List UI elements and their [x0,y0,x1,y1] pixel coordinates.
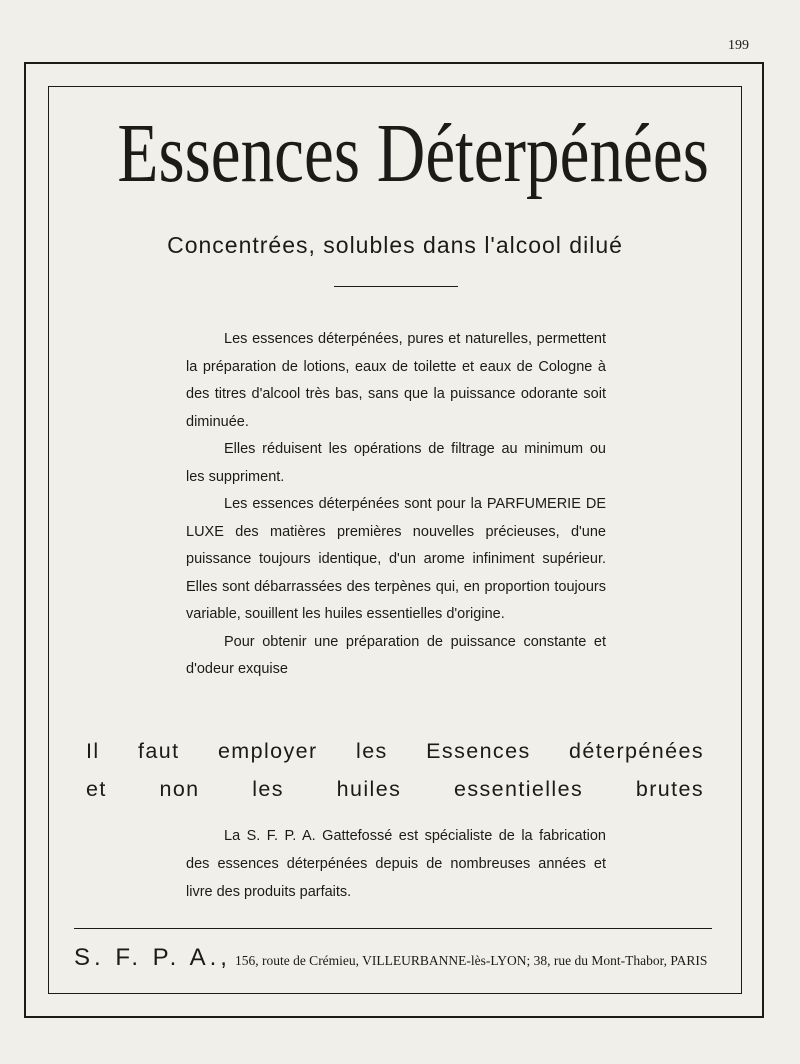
footer-brand: S. F. P. A., [74,944,231,971]
paragraph: Elles réduisent les opérations de filtrage au minimum ou les suppriment. [186,441,606,485]
emphasis-statement [86,732,704,808]
page-number: 199 [728,38,749,53]
ad-subtitle: Concentrées, solubles dans l'alcool dilué [167,232,623,258]
divider-short [334,286,458,287]
paragraph: Les essences déterpénées, pures et naturelles, permettent la préparation de lotions, eaux de toilette et eaux de Cologne à des titres d'alcool très bas, sans que la puissance odorante soit diminuée. [186,331,606,430]
paragraph: Pour obtenir une préparation de puissance constante et d'odeur exquise [186,633,606,677]
paragraph: Les essences déterpénées sont pour la PARFUMERIE DE LUXE des matières premières nouvelles précieuses, d'une puissance toujours identique, d'un arome infiniment supérieur. Elles sont débarrassées des terpènes qui, en proportion toujours variable, souillent les huiles essentielles d'origine. [186,496,606,622]
footer-address-line [74,944,714,972]
closing-text [186,822,606,906]
footer-address: 156, route de Crémieu, VILLEURBANNE-lès-LYON; 38, rue du Mont-Thabor, PARIS [234,953,708,968]
emphasis-line-1: Il faut employer les Essences déterpénées [86,739,704,763]
emphasis-line-2: et non les huiles essentielles brutes [86,777,704,801]
divider-long [74,928,712,929]
body-text [186,326,606,684]
closing-paragraph: La S. F. P. A. Gattefossé est spécialiste de la fabrication des essences déterpénées depuis de nombreuses années et livre des produits parfaits. [186,828,606,900]
ad-title: Essences Déterpénées [117,107,709,200]
